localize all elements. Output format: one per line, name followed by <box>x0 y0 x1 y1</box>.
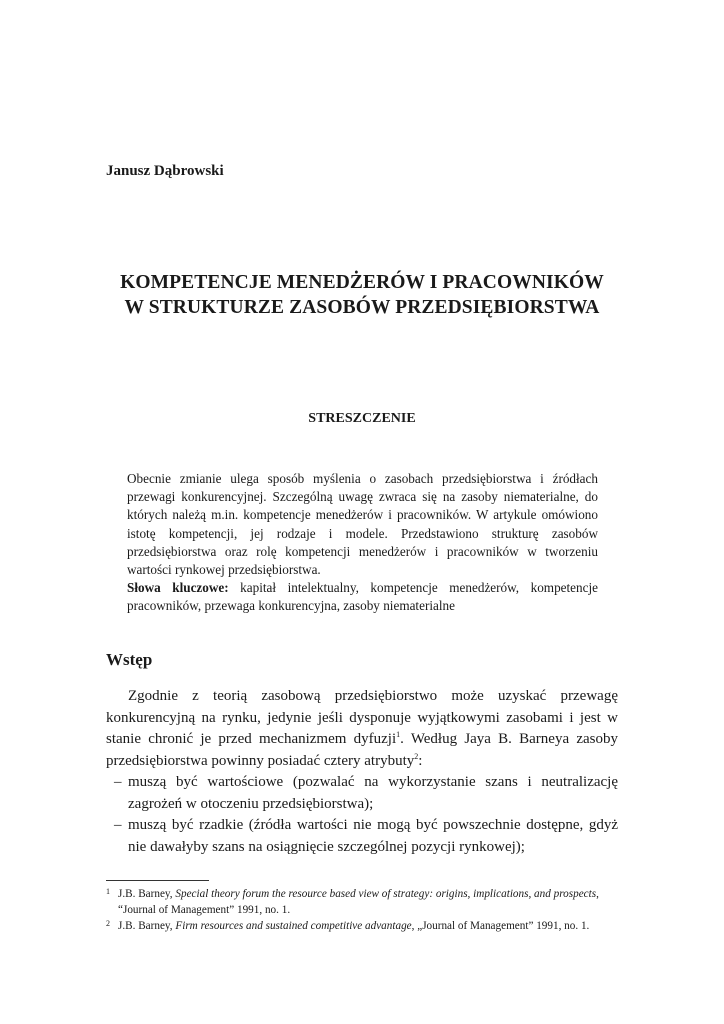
intro-paragraph <box>106 686 618 772</box>
article-title <box>60 270 664 320</box>
abstract-text: Obecnie zmianie ulega sposób myślenia o zasobach przedsiębiorstwa i źródłach przewagi konkurencyjnej. Szczególną uwagę zwraca się na zasoby niematerialne, do których należą m.in. kompetencje menedżerów i pracowników. W artykule omówiono istotę kompetencji, jej rodzaje i modele. Przedstawiono strukturę zasobów przedsiębiorstwa oraz rolę kompetencji menedżerów i pracowników w tworzeniu wartości rynkowej przedsiębiorstwa. <box>127 471 598 578</box>
abstract-heading: STRESZCZENIE <box>308 411 416 426</box>
para-text-1: Zgodnie z teorią zasobową przedsiębiorstwo może uzyskać przewagę konkurencyjną na rynku, jedynie jeśli dysponuje wyjątkowymi zasobami i jest w stanie chronić je przed mechanizmem dyfuzji <box>106 688 618 747</box>
section-heading: Wstęp <box>106 650 153 669</box>
keywords-text: kapitał intelektualny, kompetencje menedżerów, kompetencje pracowników, przewaga konkurencyjna, zasoby niematerialne <box>127 580 598 614</box>
footnote-title: Firm resources and sustained competitive advantage <box>175 920 412 932</box>
list-dash: – <box>114 774 122 790</box>
footnote-ref-1[interactable]: 1 <box>396 730 401 739</box>
footnotes <box>106 886 618 934</box>
footnote-2 <box>106 918 618 934</box>
body-text <box>106 686 618 858</box>
list-item-text: muszą być rzadkie (źródła wartości nie mogą być powszechnie dostępne, gdyż nie dawałyby szans na osiągnięcie szczególnej pozycji rynkowej); <box>128 817 618 855</box>
footnote-text: J.B. Barney, <box>118 920 176 932</box>
footnote-source: , “Journal of Management” 1991, no. 1. <box>118 888 599 916</box>
list-item <box>106 815 618 858</box>
para-text-3: : <box>418 752 423 769</box>
footnote-number: 1 <box>106 887 110 896</box>
footnote-text: J.B. Barney, <box>118 888 176 900</box>
list-item-text: muszą być wartościowe (pozwalać na wykorzystanie szans i neutralizację zagrożeń w otoczeniu przedsiębiorstwa); <box>128 774 618 812</box>
footnote-title: Special theory forum the resource based view of strategy: origins, implications, and prospects <box>175 888 597 900</box>
keywords-label: Słowa kluczowe: <box>127 580 229 596</box>
keywords <box>127 579 598 615</box>
footnote-source: , „Journal of Management” 1991, no. 1. <box>411 920 590 932</box>
list-dash: – <box>114 817 122 833</box>
list-item <box>106 772 618 815</box>
footnote-ref-2[interactable]: 2 <box>414 751 419 761</box>
para-text-2: . Według Jaya B. Barneya zasoby przedsiębiorstwa powinny posiadać cztery atrybuty <box>106 731 618 769</box>
attribute-list <box>106 772 618 858</box>
footnote-number: 2 <box>106 919 110 928</box>
author-name: Janusz Dąbrowski <box>106 163 224 179</box>
footnote-divider <box>106 880 209 881</box>
title-line-2: W STRUKTURZE ZASOBÓW PRZEDSIĘBIORSTWA <box>124 297 600 318</box>
footnote-1 <box>106 886 618 918</box>
title-line-1: KOMPETENCJE MENEDŻERÓW I PRACOWNIKÓW <box>120 272 604 293</box>
abstract-block <box>127 470 598 616</box>
